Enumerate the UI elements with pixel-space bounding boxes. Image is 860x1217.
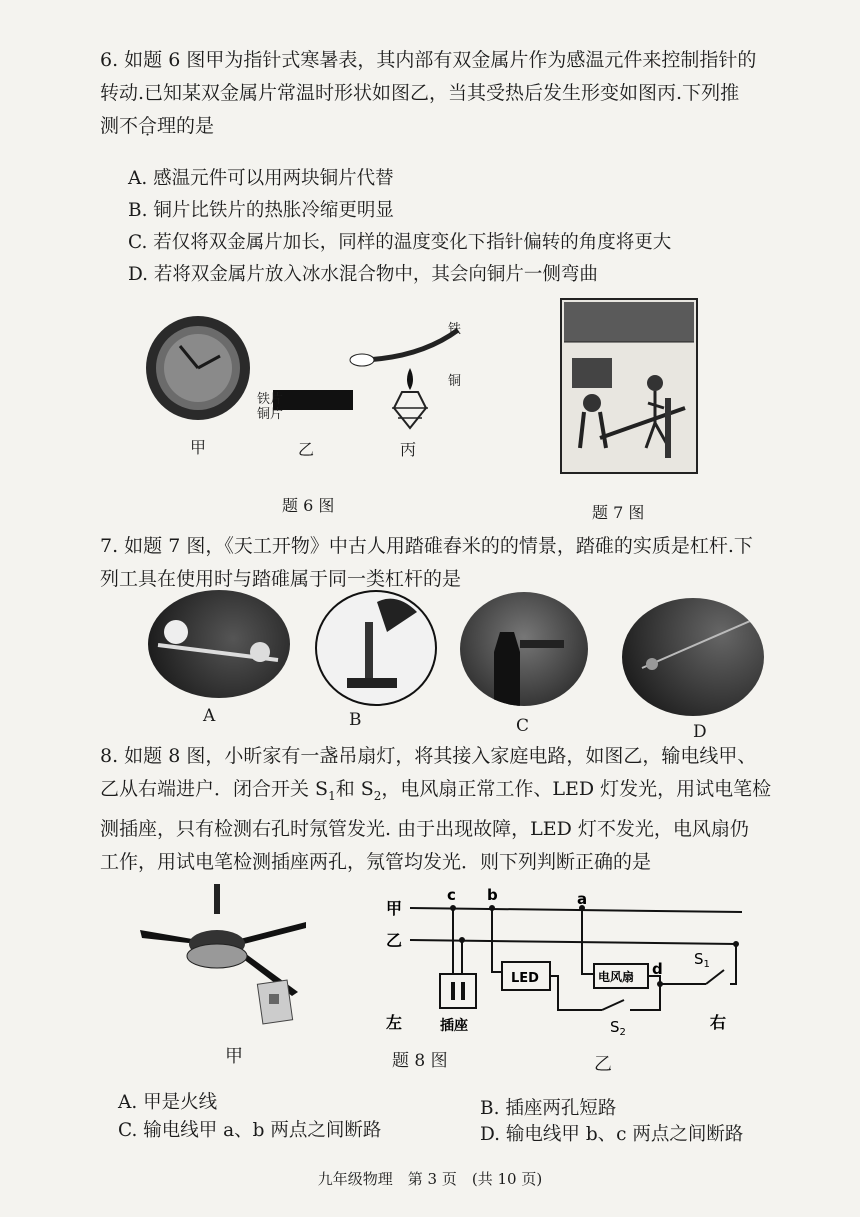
- q7-option-b[interactable]: B: [349, 710, 362, 730]
- fan-label: 电风扇: [598, 970, 635, 984]
- fig8-label-jia: 甲: [225, 1046, 243, 1067]
- figure-8-caption: 题 8 图: [392, 1051, 448, 1071]
- ceiling-fan-lamp-illustration: [138, 882, 308, 1032]
- q6-option-a[interactable]: A. 感温元件可以用两块铜片代替: [128, 168, 394, 189]
- wire-label-jia: 甲: [386, 899, 403, 918]
- fig6-label-yi: 乙: [298, 440, 315, 459]
- q6-option-b[interactable]: B. 铜片比铁片的热胀冷缩更明显: [128, 200, 394, 221]
- page-footer: 九年级物理 第 3 页 (共 10 页): [317, 1170, 543, 1188]
- emphasis-text: 不合理: [119, 115, 177, 137]
- socket-label: 插座: [440, 1018, 468, 1034]
- switch-s2-label: $S_2$: [610, 1018, 626, 1038]
- question-8: [100, 740, 815, 879]
- label-tong: 铜: [448, 374, 462, 389]
- fig6-label-bing: 丙: [400, 440, 417, 459]
- q7-line-2: 列工具在使用时与踏碓属于同一类杠杆的是: [100, 568, 462, 590]
- q6-option-c[interactable]: C. 若仅将双金属片加长，同样的温度变化下指针偏转的角度将更大: [128, 232, 672, 253]
- bimetal-strip-illustration: [273, 390, 353, 410]
- question-6: [100, 44, 815, 143]
- fig6-label-jia: 甲: [190, 438, 207, 457]
- node-d: d: [652, 960, 663, 978]
- figure-6-caption: 题 6 图: [282, 496, 335, 515]
- q8-option-a[interactable]: A. 甲是火线: [118, 1092, 218, 1113]
- figure-7-engraving: [560, 298, 698, 474]
- label-tong-pian: 铜片: [257, 407, 284, 422]
- q8-line-2: 乙从右端进户．闭合开关 $S_1$和 $S_2$，电风扇正常工作、LED 灯发光，用试电笔检: [100, 778, 772, 803]
- burner-illustration: [350, 330, 458, 428]
- q7-option-a[interactable]: A: [203, 706, 216, 726]
- switch-s1-label: $S_1$: [694, 950, 710, 970]
- q8-line-3: 测插座，只有检测右孔时氖管发光. 由于出现故障，LED 灯不发光，电风扇仍: [100, 817, 749, 840]
- label-tie: 铁: [448, 322, 462, 337]
- q7-line-1: 7. 如题 7 图，《天工开物》中古人用踏碓舂米的的情景，踏碓的实质是杠杆.下: [100, 535, 753, 557]
- thermometer-dial-illustration: [146, 316, 250, 420]
- q6-line-1: 6. 如题 6 图甲为指针式寒暑表，其内部有双金属片作为感温元件来控制指针的: [100, 49, 757, 71]
- led-label: LED: [511, 971, 539, 986]
- q6-option-d[interactable]: D. 若将双金属片放入冰水混合物中，其会向铜片一侧弯曲: [128, 264, 598, 285]
- question-7: [100, 530, 815, 596]
- q8-line-4: 工作，用试电笔检测插座两孔，氖管均发光．则下列判断正确的是: [100, 850, 652, 873]
- node-b: b: [487, 886, 498, 904]
- direction-right: 右: [710, 1013, 727, 1032]
- q7-image-fishing-rod[interactable]: [622, 598, 764, 716]
- node-a: a: [577, 890, 588, 908]
- node-c: c: [447, 886, 456, 904]
- q6-line-3: 测不合理的是: [100, 115, 215, 137]
- q8-option-c[interactable]: C. 输电线甲 a、b 两点之间断路: [118, 1120, 382, 1141]
- wire-label-yi: 乙: [386, 931, 403, 950]
- q7-image-chopsticks[interactable]: [148, 590, 290, 698]
- q8-option-b[interactable]: B. 插座两孔短路: [480, 1098, 617, 1119]
- circuit-diagram: [380, 882, 760, 1047]
- q6-line-2: 转动.已知某双金属片常温时形状如图乙，当其受热后发生形变如图丙.下列推: [100, 82, 740, 104]
- fig8-label-yi: 乙: [594, 1054, 612, 1075]
- q8-option-d[interactable]: D. 输电线甲 b、c 两点之间断路: [480, 1124, 744, 1145]
- label-tie-pian: 铁片: [257, 392, 284, 407]
- q7-option-c[interactable]: C: [516, 716, 530, 736]
- q7-image-bottle-opener[interactable]: [460, 592, 588, 706]
- q7-option-d[interactable]: D: [693, 722, 707, 742]
- figure-7-caption: 题 7 图: [592, 503, 645, 522]
- direction-left: 左: [386, 1013, 403, 1032]
- q8-line-1: 8. 如题 8 图，小昕家有一盏吊扇灯，将其接入家庭电路，如图乙，输电线甲、: [100, 745, 757, 767]
- q7-image-hammer[interactable]: [315, 590, 437, 706]
